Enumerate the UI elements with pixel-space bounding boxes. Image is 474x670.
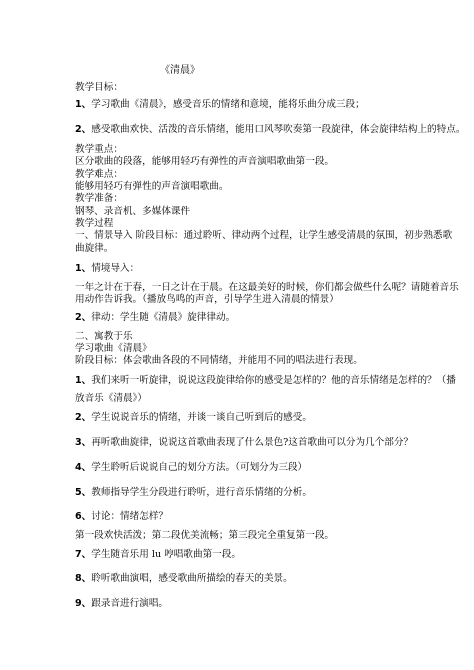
line-text: 教学过程 (75, 218, 114, 229)
doc-line (75, 169, 123, 181)
doc-line (75, 206, 190, 218)
doc-line (75, 243, 113, 255)
line-text: 我们来听一听旋律，说说这段旋律给你的感受是怎样的？他的音乐情绪是怎样的？（播 (91, 375, 456, 386)
line-text: 学生说说音乐的情绪，并谈一谈自己听到后的感受。 (91, 412, 312, 423)
line-text: 律动：学生随《清晨》旋律律动。 (91, 312, 236, 323)
line-text: 感受歌曲欢快、活泼的音乐情绪，能用口风琴吹奏第一段旋律，体会旋律结构上的特点。 (91, 124, 466, 135)
doc-line (75, 193, 123, 205)
line-text: 教学准备： (75, 193, 123, 204)
doc-line (75, 230, 452, 242)
line-text: 学生聆听后说说自己的划分方法。（可划分为三段） (91, 462, 308, 473)
doc-line (75, 331, 133, 343)
line-text: 跟录音进行演唱。 (91, 598, 169, 609)
line-text: 第一段欢快活泼；第二段优美流畅；第三段完全重复第一段。 (75, 530, 335, 541)
line-text: 学习歌曲《清晨》，感受音乐的情绪和意境，能将乐曲分成三段； (91, 99, 365, 110)
doc-line (75, 511, 168, 523)
doc-line (75, 487, 312, 499)
line-text: 二、寓教于乐 (75, 331, 133, 342)
doc-line (75, 549, 241, 561)
line-text: 教学难点： (75, 169, 123, 180)
doc-line (75, 156, 334, 168)
line-number: 4、 (75, 462, 92, 473)
line-text: 曲旋律。 (75, 243, 114, 254)
line-text: 情境导入： (91, 263, 140, 274)
line-number: 9、 (75, 598, 92, 609)
line-text: 一年之计在于春，一日之计在于晨。在这最美好的时候，你们都会做些什么呢？请随着音乐 (75, 282, 459, 293)
line-number: 5、 (75, 487, 92, 498)
line-number: 1、 (75, 99, 92, 110)
line-number: 2、 (75, 124, 92, 135)
line-text: 用动作告诉我。（播放鸟鸣的声音，引导学生进入清晨的情景） (75, 294, 339, 305)
doc-line (75, 144, 123, 156)
line-text: 一、情景导入 阶段目标：通过聆听、律动两个过程，让学生感受清晨的氛围，初步熟悉歌 (75, 230, 453, 241)
line-number: 7、 (75, 549, 92, 560)
doc-line (75, 263, 139, 275)
doc-line (75, 598, 168, 610)
doc-line (75, 437, 413, 449)
doc-line (75, 375, 456, 387)
line-number: 6、 (75, 511, 92, 522)
line-text: 讨论：情绪怎样？ (91, 511, 169, 522)
doc-line (75, 282, 459, 294)
doc-line (75, 412, 312, 424)
line-text: 再听歌曲旋律，说说这首歌曲表现了什么景色?这首歌曲可以分为几个部分？ (91, 437, 414, 448)
doc-line (75, 462, 307, 474)
doc-line (75, 218, 113, 230)
line-text: 教师指导学生分段进行聆听，进行音乐情绪的分析。 (91, 487, 312, 498)
doc-line (75, 99, 365, 111)
line-text: 能够用轻巧有弹性的声音演唱歌曲。 (75, 181, 229, 192)
doc-line (75, 181, 229, 193)
line-text: 教学重点： (75, 144, 123, 155)
document-title: 《清晨》 (160, 65, 200, 76)
doc-line (75, 312, 235, 324)
line-number: 1、 (75, 375, 92, 386)
line-text: 放音乐《清晨》） (75, 393, 147, 404)
line-number: 3、 (75, 437, 92, 448)
line-number: 1、 (75, 263, 92, 274)
line-text: 学生随音乐用 lu 哼唱歌曲第一段。 (91, 549, 241, 560)
doc-line (75, 393, 147, 405)
line-text: 学习歌曲《清晨》 (75, 343, 152, 354)
doc-line (75, 573, 293, 585)
doc-line (75, 355, 363, 367)
line-text: 聆听歌曲演唱，感受歌曲所描绘的春天的美景。 (91, 573, 293, 584)
doc-line (75, 124, 465, 136)
line-number: 2、 (75, 412, 92, 423)
line-text: 教学目标： (75, 82, 123, 93)
line-number: 8、 (75, 573, 92, 584)
doc-line (75, 82, 123, 94)
doc-line (75, 530, 334, 542)
line-text: 阶段目标：体会歌曲各段的不同情绪，并能用不同的唱法进行表现。 (75, 355, 363, 366)
line-text: 区分歌曲的段落，能够用轻巧有弹性的声音演唱歌曲第一段。 (75, 156, 335, 167)
line-text: 钢琴、录音机、多媒体课件 (75, 206, 191, 217)
doc-line (75, 343, 152, 355)
line-number: 2、 (75, 312, 92, 323)
doc-line (75, 294, 339, 306)
